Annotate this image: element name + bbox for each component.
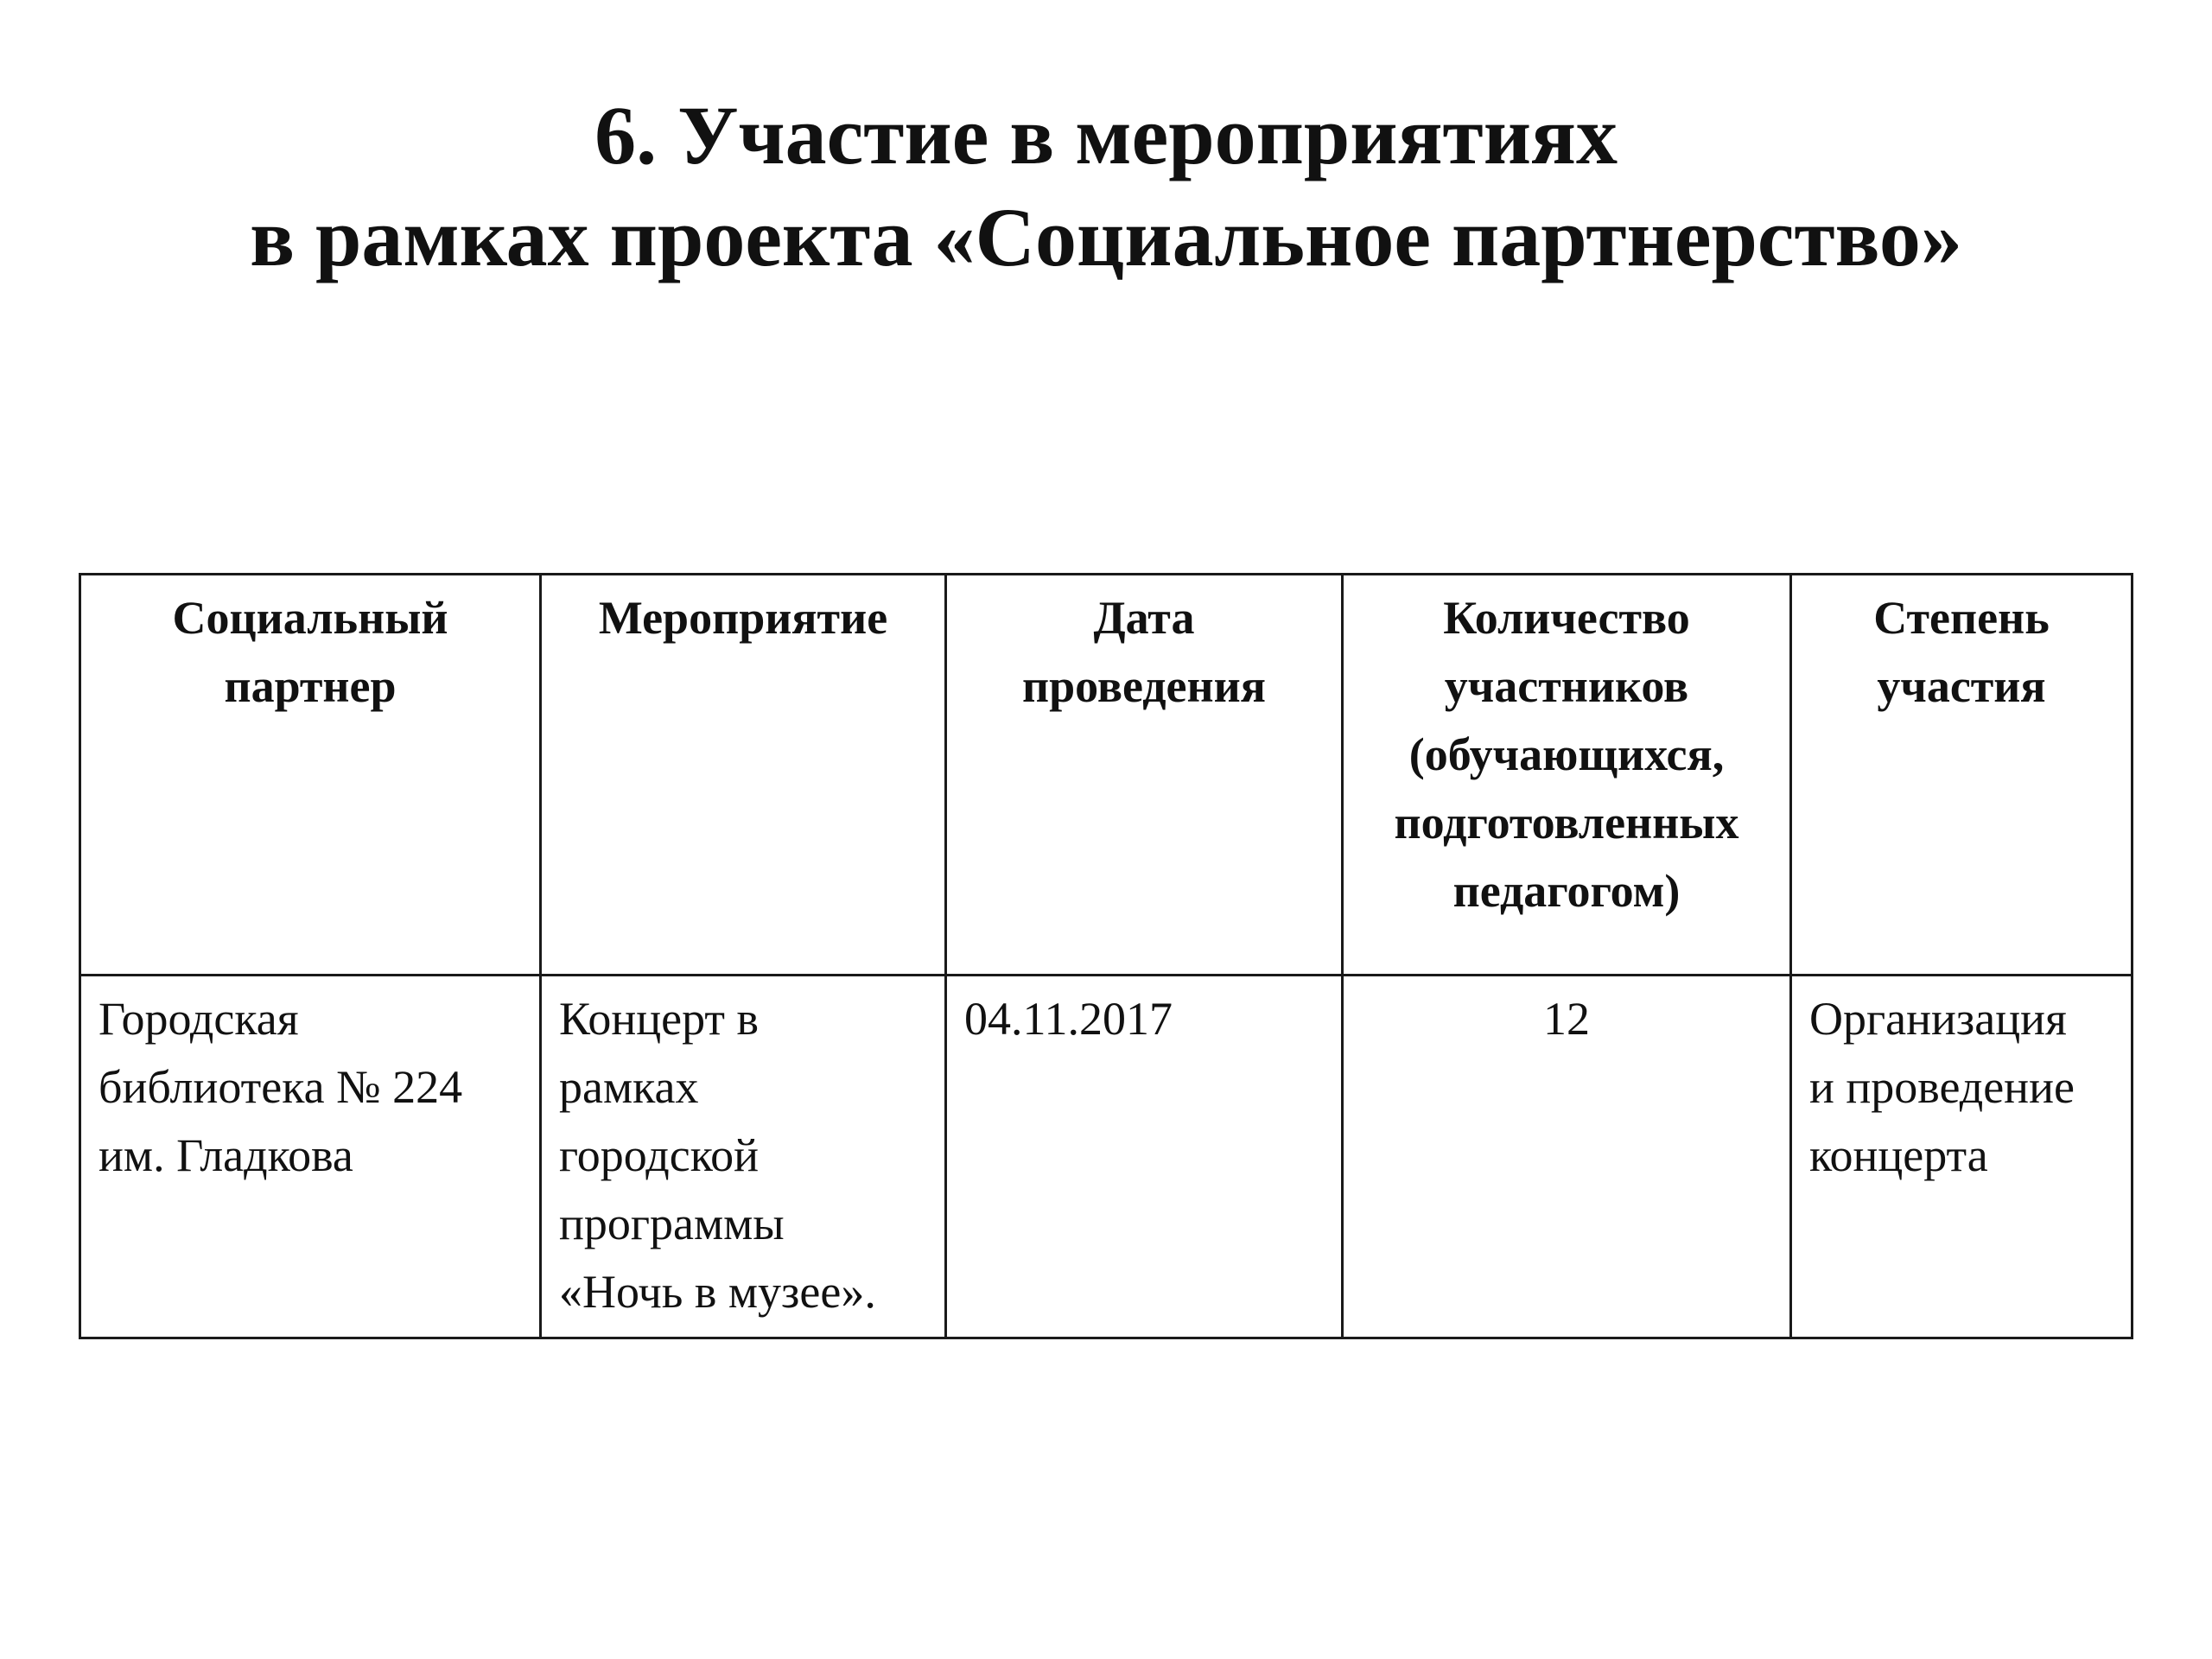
cell-event bbox=[541, 976, 946, 1338]
header-text: Дата bbox=[1093, 592, 1195, 644]
cell-text: и проведение bbox=[1809, 1061, 2075, 1113]
cell-text: 04.11.2017 bbox=[964, 993, 1173, 1045]
events-table bbox=[79, 573, 2133, 1339]
header-text: (обучающихся, bbox=[1408, 728, 1725, 780]
cell-text: 12 bbox=[1543, 993, 1590, 1045]
header-participants-count bbox=[1343, 575, 1791, 976]
header-text: участия bbox=[1877, 660, 2046, 712]
header-text: Количество bbox=[1443, 592, 1690, 644]
slide-title-line-1: 6. Участие в мероприятиях bbox=[594, 89, 1618, 181]
cell-text: Концерт в bbox=[559, 993, 759, 1045]
cell-participants-count bbox=[1343, 976, 1791, 1338]
cell-text: Городская bbox=[99, 993, 299, 1045]
header-text: педагогом) bbox=[1452, 865, 1681, 917]
header-text: Степень bbox=[1873, 592, 2050, 644]
slide-title bbox=[0, 85, 2212, 289]
header-participation-degree bbox=[1791, 575, 2133, 976]
cell-text: концерта bbox=[1809, 1129, 1988, 1181]
cell-participation-degree bbox=[1791, 976, 2133, 1338]
cell-text: библиотека № 224 bbox=[99, 1061, 463, 1113]
table-row bbox=[80, 976, 2133, 1338]
table-header-row bbox=[80, 575, 2133, 976]
header-text: партнер bbox=[224, 660, 397, 712]
header-text: проведения bbox=[1022, 660, 1266, 712]
header-event bbox=[541, 575, 946, 976]
slide-title-line-2: в рамках проекта «Социальное партнерство» bbox=[250, 191, 1962, 283]
cell-social-partner bbox=[80, 976, 541, 1338]
cell-text: Организация bbox=[1809, 993, 2067, 1045]
header-date bbox=[946, 575, 1343, 976]
cell-text: им. Гладкова bbox=[99, 1129, 353, 1181]
header-social-partner bbox=[80, 575, 541, 976]
cell-text: городской bbox=[559, 1129, 760, 1181]
cell-text: «Ночь в музее». bbox=[559, 1266, 876, 1318]
cell-text: рамках bbox=[559, 1061, 699, 1113]
cell-text: программы bbox=[559, 1198, 785, 1249]
cell-date bbox=[946, 976, 1343, 1338]
header-text: участников bbox=[1444, 660, 1689, 712]
header-text: Мероприятие bbox=[598, 592, 888, 644]
header-text: Социальный bbox=[172, 592, 448, 644]
header-text: подготовленных bbox=[1394, 797, 1739, 849]
